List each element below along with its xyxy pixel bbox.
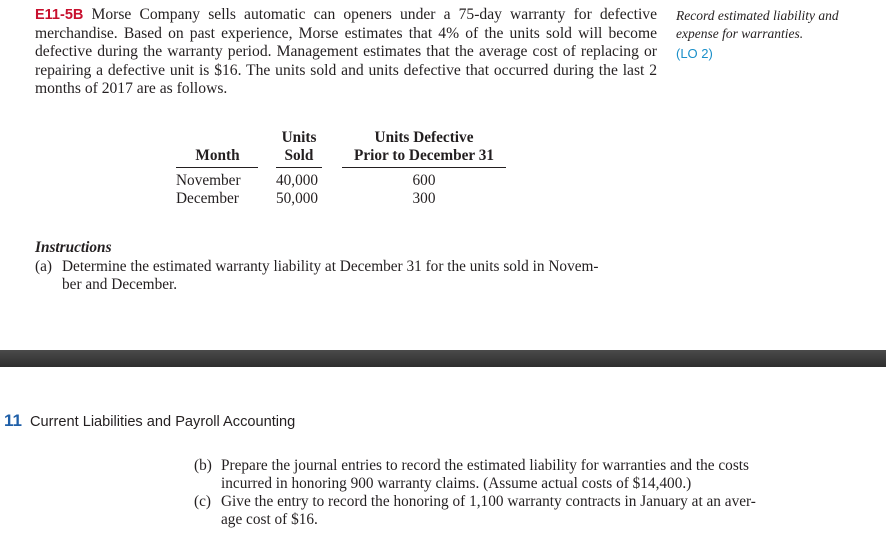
instruction-b-line2: incurred in honoring 900 warranty claims. (Assume actual costs of $14,400.) bbox=[221, 475, 692, 493]
instruction-c-line2: age cost of $16. bbox=[221, 511, 318, 529]
instructions-heading: Instructions bbox=[35, 239, 112, 256]
exercise-text-block bbox=[35, 6, 657, 99]
header-defective-line1: Units Defective bbox=[374, 129, 474, 146]
table-row-month: November bbox=[176, 172, 241, 189]
table-row-defective: 600 bbox=[412, 172, 436, 189]
margin-note: Record estimated liability and expense for warranties. bbox=[676, 8, 839, 41]
instruction-c bbox=[194, 493, 854, 533]
table-row-sold: 40,000 bbox=[276, 172, 319, 189]
header-units-sold-line2: Sold bbox=[284, 147, 314, 164]
chapter-header bbox=[4, 411, 295, 431]
page-divider bbox=[0, 350, 886, 367]
instruction-a-label: (a) bbox=[35, 258, 52, 275]
header-units-sold-line1: Units bbox=[281, 129, 317, 146]
header-defective-line2: Prior to December 31 bbox=[353, 147, 495, 164]
instruction-b-label: (b) bbox=[194, 457, 212, 474]
instruction-a-line1: Determine the estimated warranty liability at December 31 for the units sold in Novem- bbox=[62, 258, 599, 275]
exercise-id: E11-5B bbox=[35, 7, 84, 23]
instruction-a bbox=[35, 258, 675, 298]
table-row-defective: 300 bbox=[412, 190, 436, 207]
header-underline-sold bbox=[276, 167, 322, 168]
chapter-title: Current Liabilities and Payroll Accounting bbox=[29, 414, 296, 430]
header-month: Month bbox=[195, 147, 240, 164]
instruction-a-line2: ber and December. bbox=[62, 276, 178, 294]
instruction-c-line1: Give the entry to record the honoring of 1,100 warranty contracts in January at an aver- bbox=[221, 493, 756, 510]
chapter-number: 11 bbox=[4, 411, 22, 430]
instruction-c-label: (c) bbox=[194, 493, 211, 510]
header-underline-month bbox=[176, 167, 258, 168]
instruction-b-line1: Prepare the journal entries to record the estimated liability for warranties and the costs bbox=[221, 457, 749, 474]
header-underline-defective bbox=[342, 167, 506, 168]
exercise-body: Morse Company sells automatic can openers under a 75-day warranty for defective merchandise. Based on past experience, Morse estimates that 4% of the units sold will become defective during the warranty period. Management estimates that the average cost of replacing or repairing a defective unit is $16. The units sold and units defective that occurred during the last 2 months of 2017 are as follows. bbox=[35, 6, 658, 98]
table-row-month: December bbox=[176, 190, 239, 207]
table-row-sold: 50,000 bbox=[276, 190, 319, 207]
instruction-b bbox=[194, 457, 854, 497]
learning-objective: (LO 2) bbox=[676, 46, 713, 61]
